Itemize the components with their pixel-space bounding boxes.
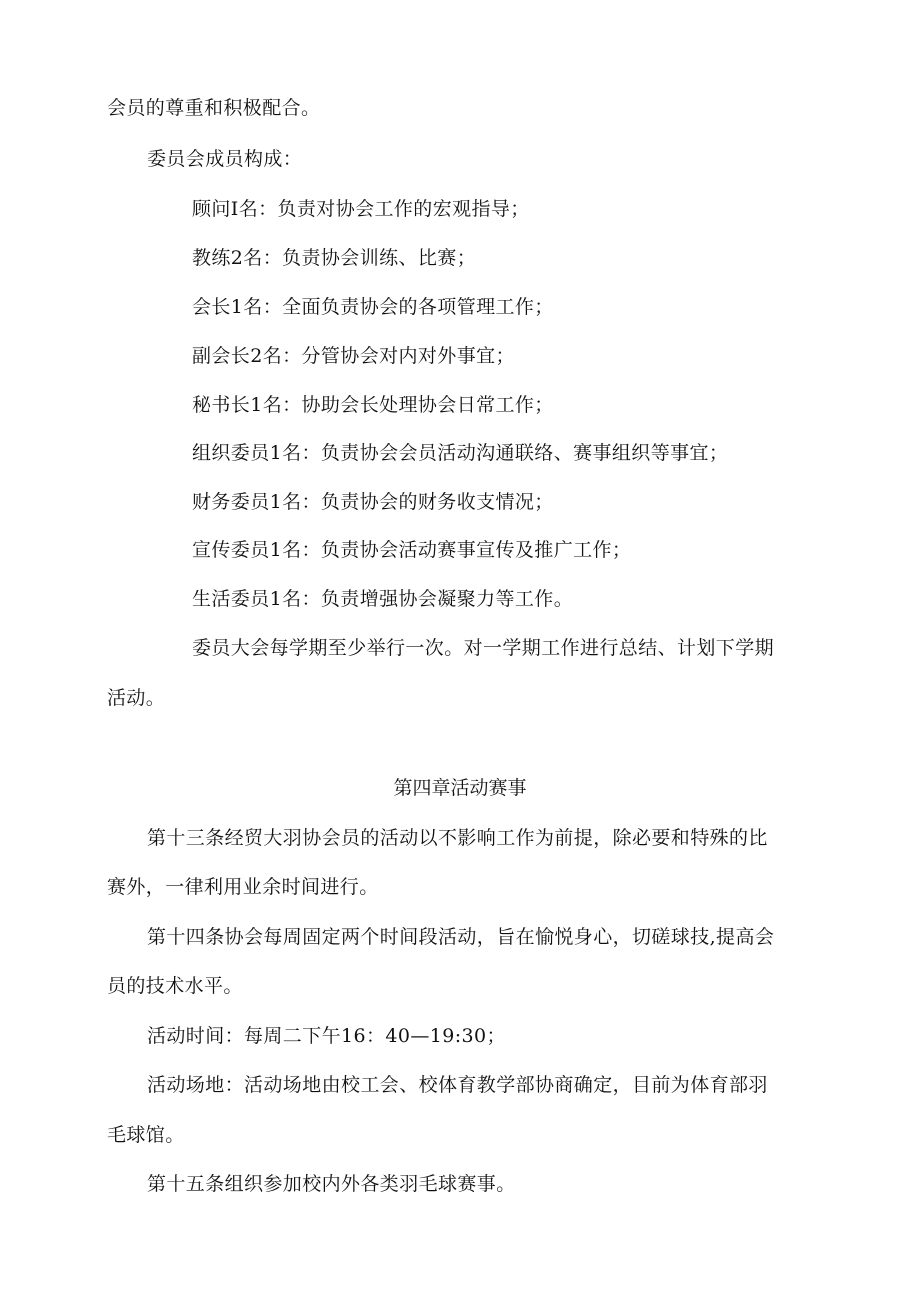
paragraph-assembly-continuation: 活动。 xyxy=(107,687,166,709)
paragraph-continuation: 会员的尊重和积极配合。 xyxy=(107,97,321,119)
activity-time: 活动时间：每周二下午16：40—19:30； xyxy=(147,1025,506,1047)
member-advisor: 顾问Ⅰ名：负责对协会工作的宏观指导； xyxy=(192,198,530,220)
activity-venue-continuation: 毛球馆。 xyxy=(107,1124,185,1146)
member-publicity-committee: 宣传委员1名：负责协会活动赛事宣传及推广工作； xyxy=(192,539,632,561)
member-secretary-general: 秘书长1名：协助会长处理协会日常工作； xyxy=(192,394,554,416)
article-14: 第十四条协会每周固定两个时间段活动，旨在愉悦身心，切磋球技,提高会 xyxy=(147,926,775,948)
member-finance-committee: 财务委员1名：负责协会的财务收支情况； xyxy=(192,491,554,513)
article-15: 第十五条组织参加校内外各类羽毛球赛事。 xyxy=(147,1173,516,1195)
chapter-title: 第四章活动赛事 xyxy=(393,777,527,799)
member-life-committee: 生活委员1名：负责增强协会凝聚力等工作。 xyxy=(192,588,574,610)
article-14-continuation: 员的技术水平。 xyxy=(107,975,243,997)
article-13: 第十三条经贸大羽协会员的活动以不影响工作为前提，除必要和特殊的比 xyxy=(147,827,768,849)
activity-venue: 活动场地：活动场地由校工会、校体育教学部协商确定，目前为体育部羽 xyxy=(147,1074,768,1096)
member-vice-president: 副会长2名：分管协会对内对外事宜； xyxy=(192,345,515,367)
member-president: 会长1名：全面负责协会的各项管理工作； xyxy=(192,296,554,318)
member-organization-committee: 组织委员1名：负责协会会员活动沟通联络、赛事组织等事宜； xyxy=(192,442,729,464)
article-13-continuation: 赛外，一律利用业余时间进行。 xyxy=(107,876,379,898)
committee-composition-heading: 委员会成员构成： xyxy=(147,148,303,170)
paragraph-assembly: 委员大会每学期至少举行一次。对一学期工作进行总结、计划下学期 xyxy=(192,637,775,659)
member-coach: 教练2名：负责协会训练、比赛； xyxy=(192,247,477,269)
